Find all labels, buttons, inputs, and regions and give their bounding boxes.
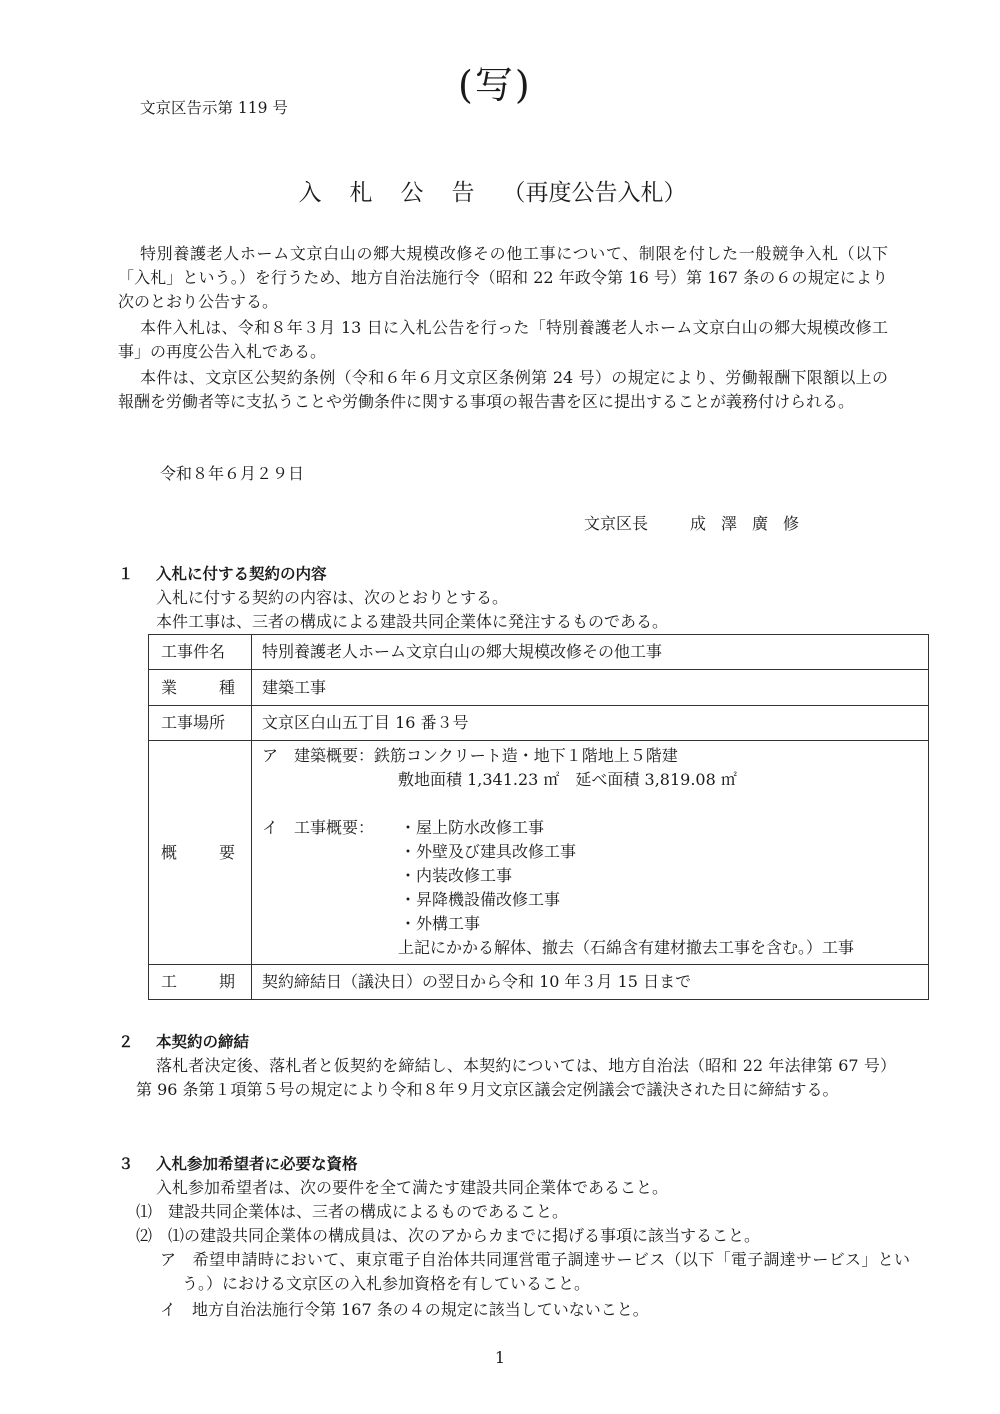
section-2-title: 本契約の締結 [156,1033,250,1051]
table-row-type [149,670,929,706]
section-1-title: 入札に付する契約の内容 [156,565,327,583]
signer-name: 成澤廣修 [690,514,815,533]
label-place: 工事場所 [149,706,252,741]
signer-title: 文京区長 [584,514,649,533]
work-item: ・屋上防水改修工事 [400,818,545,837]
signer [584,512,814,536]
section-1-heading [118,562,327,586]
work-note: 上記にかかる解体、撤去（石綿含有建材撤去工事を含む。）工事 [398,938,855,957]
label-period: 工 期 [149,965,252,1000]
value-type: 建築工事 [252,670,929,706]
intro-paragraph-3: 本件は、文京区公契約条例（令和６年６月文京区条例第 24 号）の規定により、労働報酬下限額以上の報酬を労働者等に支払うことや労働条件に関する事項の報告書を区に提出することが義務付けられる。 [118,368,888,411]
work-outline-head: イ 工事概要： [262,818,375,837]
section-3-item-1: ⑴ 建設共同企業体は、三者の構成によるものであること。 [136,1202,569,1221]
building-outline-line-2: 敷地面積 1,341.23 ㎡ 延べ面積 3,819.08 ㎡ [398,770,737,789]
section-3-heading [118,1152,358,1176]
work-item: ・外構工事 [400,914,481,933]
section-1-line-1: 入札に付する契約の内容は、次のとおりとする。 [156,588,509,607]
section-2-heading [118,1030,249,1054]
section-3-item-i: イ 地方自治法施行令第 167 条の４の規定に該当していないこと。 [160,1300,649,1319]
intro-paragraph-1: 特別養護老人ホーム文京白山の郷大規模改修その他工事について、制限を付した一般競争入札（以下「入札」という。）を行うため、地方自治法施行令（昭和 22 年政令第 16 号）第 167 条の６の規定により次のとおり公告する。 [118,244,888,311]
notice-number: 文京区告示第 119 号 [140,99,288,117]
section-3-title: 入札参加希望者に必要な資格 [156,1155,358,1173]
label-outline: 概 要 [149,741,252,965]
page-number: 1 [494,1348,506,1367]
notice-date: 令和８年６月２９日 [160,464,305,483]
work-item: ・外壁及び建具改修工事 [400,842,577,861]
table-row-period [149,965,929,1000]
section-2-text: 落札者決定後、落札者と仮契約を締結し、本契約については、地方自治法（昭和 22 年法律第 67 号）第 96 条第１項第５号の規定により令和８年９月文京区議会定例議会で議決された日に締結する。 [136,1056,888,1099]
section-3-number: ３ [118,1155,134,1173]
table-row-outline [149,741,929,965]
work-outline [262,816,918,960]
building-outline-line-1: ア 建築概要：鉄筋コンクリート造・地下１階地上５階建 [262,746,678,765]
intro-paragraph-2: 本件入札は、令和８年３月 13 日に入札公告を行った「特別養護老人ホーム文京白山の郷大規模改修工事」の再度公告入札である。 [118,318,888,361]
work-list [400,816,854,960]
contract-table [148,634,929,1000]
work-item: ・昇降機設備改修工事 [400,890,561,909]
label-name: 工事件名 [149,635,252,670]
page-title [0,176,985,210]
work-item: ・内装改修工事 [400,866,513,885]
copy-mark: (写) [458,63,532,107]
section-1-number: １ [118,565,134,583]
section-3-item-2: ⑵ ⑴の建設共同企業体の構成員は、次のアからカまでに掲げる事項に該当すること。 [136,1226,761,1245]
table-row-name [149,635,929,670]
label-type: 業 種 [149,670,252,706]
value-period: 契約締結日（議決日）の翌日から令和 10 年３月 15 日まで [252,965,929,1000]
title-sub: （再度公告入札） [502,180,687,206]
title-main: 入札公告 [298,180,503,206]
value-place: 文京区白山五丁目 16 番３号 [252,706,929,741]
section-2-number: ２ [118,1033,134,1051]
table-row-place [149,706,929,741]
section-3-item-a: ア 希望申請時において、東京電子自治体共同運営電子調達サービス（以下「電子調達サービス」という。）における文京区の入札参加資格を有していること。 [160,1250,910,1293]
section-3-line-1: 入札参加希望者は、次の要件を全て満たす建設共同企業体であること。 [156,1178,669,1197]
value-name: 特別養護老人ホーム文京白山の郷大規模改修その他工事 [252,635,929,670]
value-outline [252,741,929,965]
section-1-line-2: 本件工事は、三者の構成による建設共同企業体に発注するものである。 [156,612,669,631]
